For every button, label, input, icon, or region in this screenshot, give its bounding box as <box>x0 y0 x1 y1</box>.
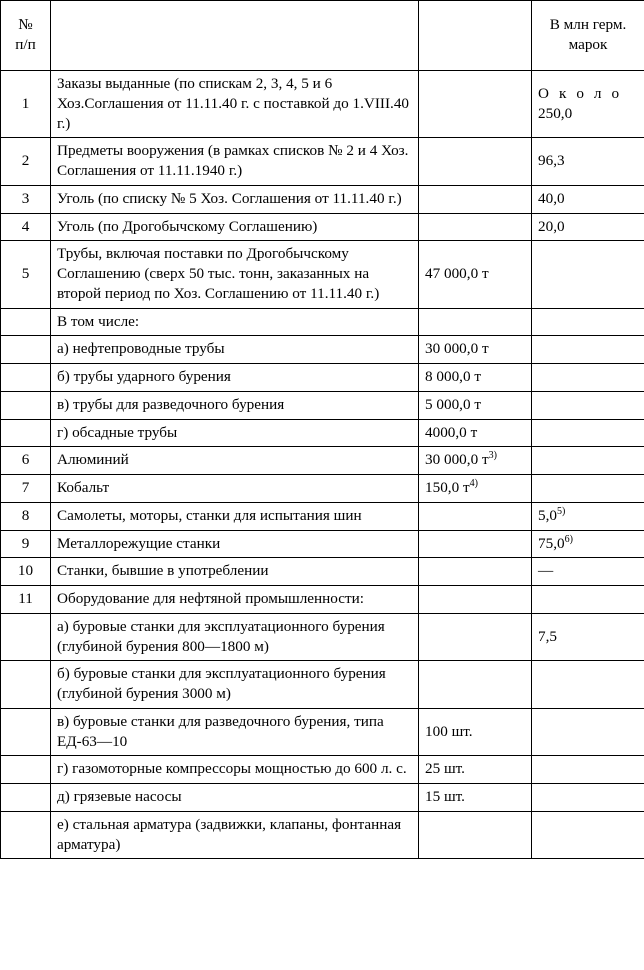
row-number <box>1 391 51 419</box>
quantity-value: 15 шт. <box>425 788 465 805</box>
row-description: Металлорежущие станки <box>51 530 419 558</box>
header-value-line2: марок <box>568 36 608 53</box>
row-quantity <box>419 530 532 558</box>
row-number: 1 <box>1 71 51 138</box>
table-row <box>1 586 644 614</box>
value-amount: 40,0 <box>538 189 565 207</box>
row-quantity <box>419 419 532 447</box>
row-quantity <box>419 447 532 475</box>
table-row <box>1 558 644 586</box>
header-cell-description <box>51 1 419 71</box>
row-quantity <box>419 241 532 308</box>
table-row <box>1 756 644 784</box>
value-amount: 20,0 <box>538 217 565 235</box>
table-row <box>1 419 644 447</box>
quantity-value: 30 000,0 т <box>425 340 489 358</box>
row-value <box>532 661 644 709</box>
row-quantity <box>419 138 532 186</box>
row-number <box>1 784 51 812</box>
value-prefix: О к о л о <box>538 84 623 102</box>
quantity-value: 5 000,0 т <box>425 395 481 413</box>
row-value <box>532 336 644 364</box>
table-row <box>1 336 644 364</box>
row-value <box>532 475 644 503</box>
row-description: Уголь (по Дрогобычскому Соглашению) <box>51 213 419 241</box>
row-value <box>532 502 644 530</box>
table-row <box>1 811 644 859</box>
table-row <box>1 613 644 661</box>
row-number <box>1 756 51 784</box>
row-number: 5 <box>1 241 51 308</box>
table-row <box>1 138 644 186</box>
quantity-value: 150,0 т <box>425 479 470 496</box>
row-number: 2 <box>1 138 51 186</box>
row-description: Уголь (по списку № 5 Хоз. Соглашения от 11.11.40 г.) <box>51 185 419 213</box>
row-description: Кобальт <box>51 475 419 503</box>
row-quantity <box>419 475 532 503</box>
row-quantity <box>419 71 532 138</box>
row-value <box>532 213 644 241</box>
row-description: а) буровые станки для эксплуатационного бурения (глубиной бурения 800—1800 м) <box>51 613 419 661</box>
row-quantity <box>419 613 532 661</box>
table-body <box>1 71 644 859</box>
row-quantity <box>419 756 532 784</box>
row-number: 3 <box>1 185 51 213</box>
row-number: 11 <box>1 586 51 614</box>
table-header <box>1 1 644 71</box>
row-value <box>532 419 644 447</box>
row-number: 8 <box>1 502 51 530</box>
value-amount: — <box>538 562 554 580</box>
header-cell-value <box>532 1 644 71</box>
value-footnote-marker: 5) <box>556 505 566 517</box>
table-row <box>1 447 644 475</box>
row-description: д) грязевые насосы <box>51 784 419 812</box>
table-row <box>1 502 644 530</box>
header-cell-number <box>1 1 51 71</box>
row-description: в) трубы для разведочного бурения <box>51 391 419 419</box>
row-quantity <box>419 661 532 709</box>
row-number: 9 <box>1 530 51 558</box>
value-amount: 96,3 <box>538 152 565 170</box>
row-value <box>532 185 644 213</box>
row-description: Станки, бывшие в употреблении <box>51 558 419 586</box>
table-row <box>1 364 644 392</box>
row-description: Предметы вооружения (в рамках списков № 2 и 4 Хоз. Соглашения от 11.11.1940 г.) <box>51 138 419 186</box>
row-description: Самолеты, моторы, станки для испытания шин <box>51 502 419 530</box>
row-number <box>1 811 51 859</box>
row-quantity <box>419 558 532 586</box>
quantity-value: 30 000,0 т <box>425 451 489 469</box>
row-description: Оборудование для нефтяной промышленности: <box>51 586 419 614</box>
row-quantity <box>419 811 532 859</box>
quantity-value: 47 000,0 т <box>425 265 489 282</box>
row-value <box>532 364 644 392</box>
row-quantity <box>419 364 532 392</box>
row-quantity <box>419 784 532 812</box>
quantity-footnote-marker: 3) <box>488 450 497 462</box>
row-quantity <box>419 213 532 241</box>
table-row <box>1 71 644 138</box>
row-value <box>532 71 644 138</box>
row-description: г) газомоторные компрессоры мощностью до 600 л. с. <box>51 756 419 784</box>
row-value <box>532 756 644 784</box>
row-value <box>532 811 644 859</box>
row-quantity <box>419 185 532 213</box>
row-value <box>532 241 644 308</box>
quantity-footnote-marker: 4) <box>469 477 478 489</box>
value-amount: 5,0 <box>538 506 557 524</box>
quantity-value: 4000,0 т <box>425 423 478 441</box>
table-row <box>1 185 644 213</box>
table-row <box>1 708 644 756</box>
row-number <box>1 708 51 756</box>
row-value <box>532 558 644 586</box>
table-row <box>1 530 644 558</box>
row-value <box>532 308 644 336</box>
row-quantity <box>419 391 532 419</box>
header-number-line1: № <box>18 16 33 34</box>
row-description: Трубы, включая поставки по Дрогобычскому Соглашению (сверх 50 тыс. тонн, заказанных на второй период по Хоз. Соглашению от 11.11.40 г.) <box>51 241 419 308</box>
row-value <box>532 708 644 756</box>
row-number <box>1 364 51 392</box>
row-quantity <box>419 308 532 336</box>
row-number: 6 <box>1 447 51 475</box>
row-value <box>532 784 644 812</box>
row-description: В том числе: <box>51 308 419 336</box>
table-row <box>1 661 644 709</box>
table-row <box>1 475 644 503</box>
row-value <box>532 613 644 661</box>
header-value-line1: В млн герм. <box>549 16 627 34</box>
row-value <box>532 447 644 475</box>
value-amount: 75,0 <box>538 534 565 552</box>
row-description: б) трубы ударного бурения <box>51 364 419 392</box>
row-number: 4 <box>1 213 51 241</box>
table-row <box>1 391 644 419</box>
value-amount: 7,5 <box>538 627 557 645</box>
row-number <box>1 308 51 336</box>
row-quantity <box>419 708 532 756</box>
row-value <box>532 391 644 419</box>
row-description: Алюминий <box>51 447 419 475</box>
row-number <box>1 419 51 447</box>
row-quantity <box>419 336 532 364</box>
table-row <box>1 241 644 308</box>
quantity-value: 8 000,0 т <box>425 368 481 385</box>
row-number: 10 <box>1 558 51 586</box>
row-number: 7 <box>1 475 51 503</box>
table-row <box>1 213 644 241</box>
row-description: г) обсадные трубы <box>51 419 419 447</box>
row-description: е) стальная арматура (задвижки, клапаны, фонтанная арматура) <box>51 811 419 859</box>
row-value <box>532 586 644 614</box>
value-footnote-marker: 6) <box>564 533 573 545</box>
value-amount: 250,0 <box>538 104 573 122</box>
row-description: в) буровые станки для разведочного бурения, типа ЕД-63—10 <box>51 708 419 756</box>
row-number <box>1 661 51 709</box>
quantity-value: 100 шт. <box>425 722 473 740</box>
row-quantity <box>419 586 532 614</box>
table-row <box>1 784 644 812</box>
row-quantity <box>419 502 532 530</box>
row-number <box>1 336 51 364</box>
row-description: а) нефтепроводные трубы <box>51 336 419 364</box>
row-value <box>532 530 644 558</box>
quantity-value: 25 шт. <box>425 760 465 778</box>
header-cell-quantity <box>419 1 532 71</box>
row-value <box>532 138 644 186</box>
header-number-line2: п/п <box>15 36 36 53</box>
header-row <box>1 1 644 71</box>
row-description: б) буровые станки для эксплуатационного бурения (глубиной бурения 3000 м) <box>51 661 419 709</box>
row-number <box>1 613 51 661</box>
table-row <box>1 308 644 336</box>
row-description: Заказы выданные (по спискам 2, 3, 4, 5 и 6 Хоз.Соглашения от 11.11.40 г. с поставкой до 1.VIII.40 г.) <box>51 71 419 138</box>
